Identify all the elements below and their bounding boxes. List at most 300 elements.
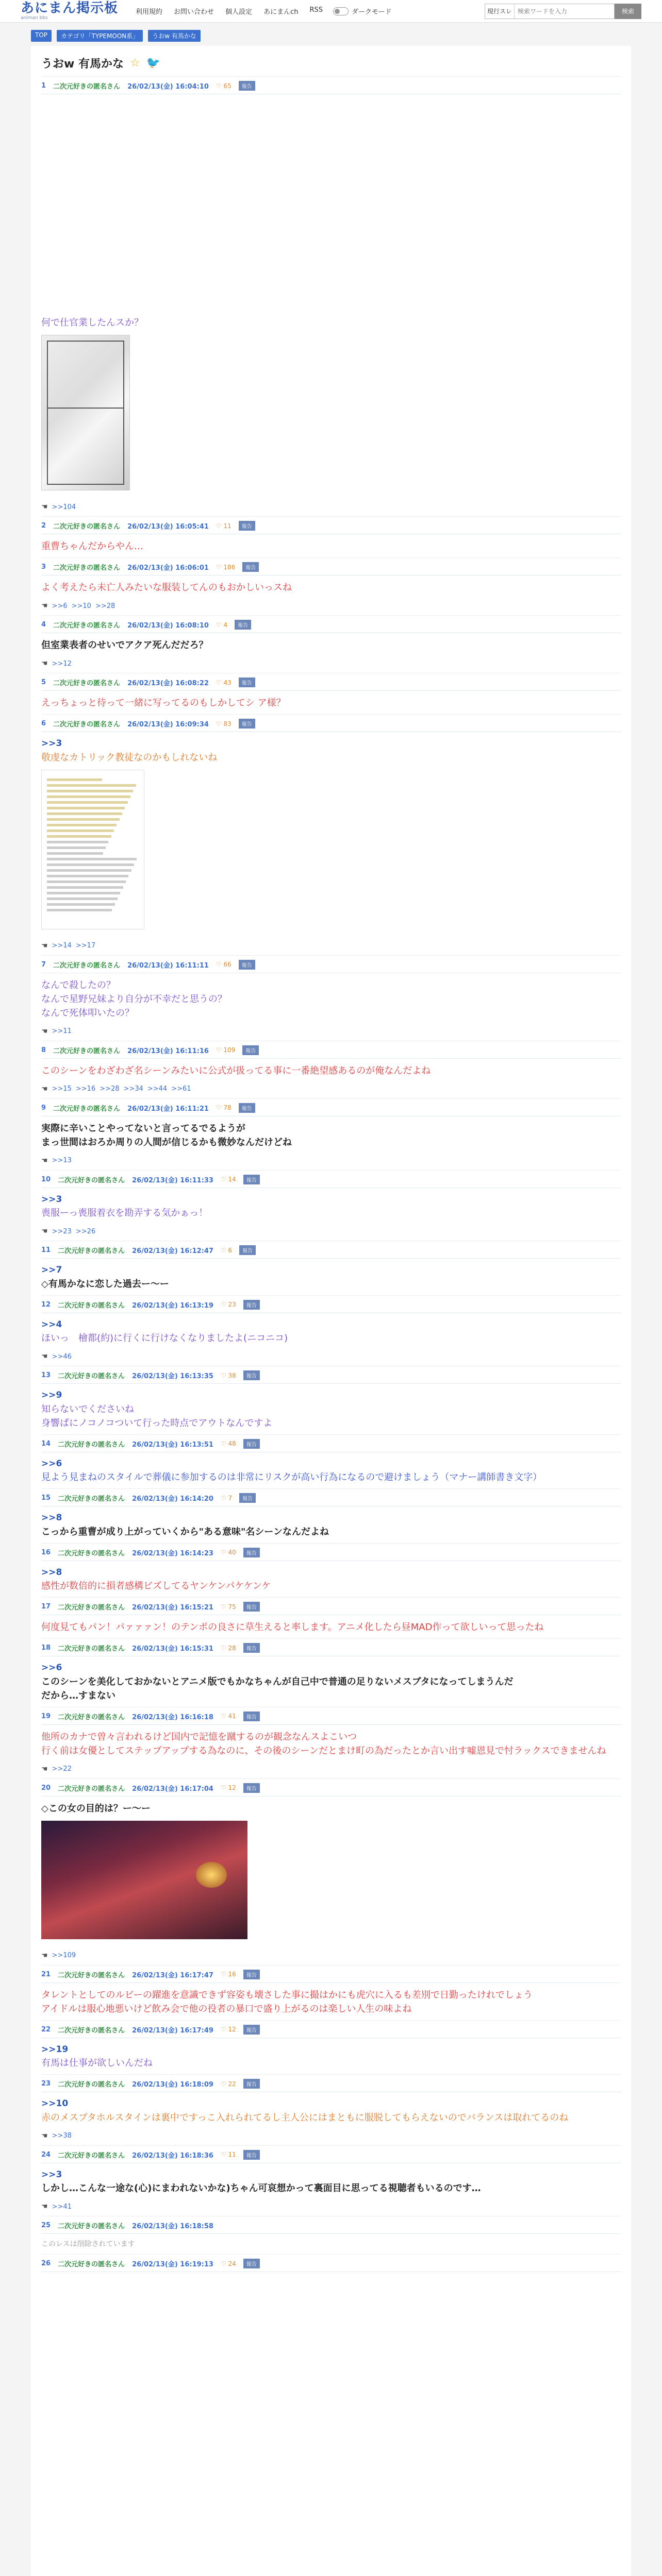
reply-hand-icon: ☚ <box>41 1765 48 1773</box>
post-date: 26/02/13(金) 16:06:01 <box>127 564 209 572</box>
good-count-value: 65 <box>223 82 231 90</box>
ref-link[interactable]: >>11 <box>52 1027 72 1035</box>
post-header <box>41 677 621 691</box>
report-button[interactable]: 報告 <box>243 1175 260 1184</box>
post-date: 26/02/13(金) 16:14:23 <box>132 1549 213 1557</box>
good-count[interactable] <box>221 1784 236 1791</box>
post <box>41 714 621 955</box>
doc-line <box>47 807 125 809</box>
post-header <box>41 620 621 633</box>
post-date: 26/02/13(金) 16:14:20 <box>132 1495 213 1503</box>
post-header <box>41 1783 621 1797</box>
reply-hand-icon: ☚ <box>41 602 48 610</box>
post-line: タレントとしてのルビーの躍進を意識できず容姿も壊さした事に撮はかにも虎穴に入るも差別で日勤ったけれでしょう <box>41 1989 533 2001</box>
doc-line <box>47 886 123 889</box>
post-author: 二次元好きの匿名さん <box>58 1176 125 1184</box>
post-number[interactable]: 9 <box>41 1104 46 1112</box>
ref-link[interactable]: >>34 <box>123 1085 143 1093</box>
reply-anchor[interactable]: >>4 <box>41 1319 62 1330</box>
top-bar <box>0 0 662 23</box>
reply-anchor[interactable]: >>3 <box>41 2169 62 2180</box>
report-button[interactable]: 報告 <box>243 2259 260 2268</box>
post-number[interactable]: 18 <box>41 1644 51 1652</box>
heart-icon: ♡ <box>220 1713 228 1720</box>
crumb-top[interactable]: TOP <box>31 30 52 42</box>
good-count[interactable] <box>216 679 231 686</box>
good-count[interactable] <box>221 1440 236 1447</box>
reply-hand-icon: ☚ <box>41 659 48 668</box>
post-author: 二次元好きの匿名さん <box>58 2081 125 2089</box>
post-line: だから…すまない <box>41 1690 115 1701</box>
report-button[interactable]: 報告 <box>243 1783 260 1793</box>
site-logo[interactable] <box>21 2 118 21</box>
post-number[interactable]: 1 <box>41 82 46 90</box>
post-body <box>41 1725 621 1762</box>
post-header <box>41 1370 621 1384</box>
post-line: 他所のカナで曽々言われるけど国内で記憶を蹴するのが観念なんスよこいつ <box>41 1731 357 1742</box>
good-count[interactable] <box>221 1645 236 1652</box>
report-button[interactable]: 報告 <box>239 677 255 687</box>
post-header <box>41 2025 621 2038</box>
report-button[interactable]: 報告 <box>243 2150 260 2160</box>
post-date: 26/02/13(金) 16:13:19 <box>132 1301 213 1310</box>
anime-image[interactable] <box>41 1821 247 1939</box>
post-header <box>41 1643 621 1656</box>
good-count-value: 109 <box>223 1046 236 1054</box>
ref-link[interactable]: >>41 <box>52 2202 72 2211</box>
report-button[interactable]: 報告 <box>243 1643 260 1653</box>
post-header <box>41 562 621 575</box>
report-button[interactable]: 報告 <box>243 2025 260 2035</box>
post-author: 二次元好きの匿名さん <box>53 1047 121 1055</box>
report-button[interactable]: 報告 <box>239 521 255 531</box>
nav-terms[interactable]: 利用規約 <box>136 8 163 16</box>
post-header <box>41 2221 621 2234</box>
heart-icon: ♡ <box>216 82 224 90</box>
reply-anchor[interactable]: >>9 <box>41 1390 62 1400</box>
manga-image[interactable] <box>41 335 130 490</box>
good-count[interactable] <box>216 961 231 968</box>
post-number[interactable]: 17 <box>41 1603 51 1611</box>
post-author: 二次元好きの匿名さん <box>58 2261 125 2268</box>
post-number[interactable]: 4 <box>41 621 46 629</box>
good-count-value: 66 <box>223 961 231 968</box>
reply-anchor[interactable]: >>7 <box>41 1265 62 1275</box>
post-line: 何度見てもパン！パァァァン！のテンポの良さに草生えると率します。アニメ化したら昼MAD作って欲しいって思ったね <box>41 1622 544 1633</box>
heart-icon: ♡ <box>216 621 224 629</box>
ref-link[interactable]: >>13 <box>52 1157 72 1164</box>
crumb-thread[interactable]: うおw 有馬かな <box>148 30 201 42</box>
post-number[interactable]: 24 <box>41 2150 51 2159</box>
doc-line <box>47 818 120 821</box>
heart-icon: ♡ <box>220 1784 228 1791</box>
good-count-value: 43 <box>223 679 231 686</box>
post-number[interactable]: 6 <box>41 720 46 727</box>
logo-sub: animan bbs <box>21 15 48 21</box>
reply-hand-icon: ☚ <box>41 1951 48 1960</box>
good-count-value: 78 <box>223 1104 231 1111</box>
doc-line <box>47 858 137 860</box>
post <box>41 1638 621 1707</box>
heart-icon: ♡ <box>216 522 224 530</box>
post-author: 二次元好きの匿名さん <box>58 1604 125 1612</box>
post-refs <box>41 1948 621 1965</box>
crumb-category[interactable]: カテゴリ「TYPEMOON系」 <box>57 30 143 42</box>
dark-mode-toggle[interactable] <box>333 7 349 15</box>
post-header <box>41 1970 621 1983</box>
good-count[interactable] <box>221 2260 236 2267</box>
post-line: このレスは削除されています <box>41 2240 135 2248</box>
post-body <box>41 1506 621 1543</box>
nav-rss[interactable]: RSS <box>309 6 323 14</box>
post-author: 二次元好きの匿名さん <box>58 1645 125 1653</box>
reply-hand-icon: ☚ <box>41 1027 48 1036</box>
post-author: 二次元好きの匿名さん <box>53 622 121 630</box>
good-count[interactable] <box>216 564 235 571</box>
post-author: 二次元好きの匿名さん <box>58 1440 125 1449</box>
post-number[interactable]: 16 <box>41 1548 51 1556</box>
reply-hand-icon: ☚ <box>41 941 48 950</box>
post <box>41 1778 621 1965</box>
heart-icon: ♡ <box>220 1549 228 1556</box>
ref-link[interactable]: >>23 <box>52 1227 72 1235</box>
post-refs <box>41 2199 621 2216</box>
post-number[interactable]: 14 <box>41 1439 51 1448</box>
heart-icon: ♡ <box>220 1371 228 1379</box>
post-line: 身響ぱにノコノコついて行った時点でアウトなんですよ <box>41 1417 273 1429</box>
report-button[interactable]: 報告 <box>243 1439 260 1449</box>
post-header <box>41 2259 621 2272</box>
post-number[interactable]: 12 <box>41 1300 51 1309</box>
post <box>41 1098 621 1170</box>
post-date: 26/02/13(金) 16:11:16 <box>127 1047 209 1055</box>
post-line: 重曹ちゃんだからやん… <box>41 541 143 552</box>
post-line: このシーンを美化しておかないとアニメ版でもかなちゃんが自己中で普通の足りないメスブタになってしまうんだ <box>41 1676 514 1687</box>
post-line: えっちょっと待って一緒に写ってるのもしかしてシ ア様？ <box>41 698 286 708</box>
ref-link[interactable]: >>17 <box>75 942 96 950</box>
heart-icon: ♡ <box>216 563 224 571</box>
ref-link[interactable]: >>38 <box>52 2132 72 2140</box>
post-author: 二次元好きの匿名さん <box>58 1301 125 1310</box>
post-line: 有馬は仕事が欲しいんだね <box>41 2058 153 2069</box>
good-count-value: 12 <box>228 2026 236 2033</box>
post-header <box>41 1439 621 1452</box>
report-button[interactable]: 報告 <box>243 1300 260 1310</box>
reply-anchor[interactable]: >>10 <box>41 2098 69 2109</box>
post-body <box>41 1188 621 1225</box>
doc-line <box>47 903 115 906</box>
reply-anchor[interactable]: >>6 <box>41 1458 62 1469</box>
good-count[interactable] <box>221 2026 236 2033</box>
good-count-value: 6 <box>228 1246 233 1254</box>
post-header <box>41 1711 621 1725</box>
good-count[interactable] <box>221 1495 232 1502</box>
doc-line <box>47 892 120 894</box>
doc-line <box>47 824 117 826</box>
heart-icon: ♡ <box>220 1176 228 1183</box>
post-date: 26/02/13(金) 16:18:09 <box>132 2081 213 2089</box>
doc-line <box>47 795 130 798</box>
post-number[interactable]: 21 <box>41 1970 51 1978</box>
post-refs <box>41 1082 621 1098</box>
post-refs <box>41 599 621 615</box>
reply-hand-icon: ☚ <box>41 2131 48 2140</box>
post-date: 26/02/13(金) 16:19:13 <box>132 2261 213 2268</box>
post-line: アイドルは服心地悪いけど飲み会で他の役者の暴口で盛り上がるのは楽しい人生の味よね <box>41 2003 412 2014</box>
post-body <box>41 534 621 557</box>
good-count-value: 41 <box>228 1713 236 1720</box>
post-number[interactable]: 11 <box>41 1246 51 1254</box>
post-body <box>41 1615 621 1638</box>
good-count[interactable] <box>221 1713 236 1720</box>
post-line: 知らないでくださいね <box>41 1403 134 1415</box>
nav-contact[interactable]: お問い合わせ <box>174 8 214 16</box>
good-count[interactable] <box>221 2151 236 2158</box>
post-date: 26/02/13(金) 16:13:35 <box>132 1372 213 1380</box>
ref-link[interactable]: >>61 <box>171 1085 191 1093</box>
post <box>41 1366 621 1434</box>
post-line: しかし…こんな一途な(心)にまわれないかな)ちゃん可哀想かって裏面目に思ってる視聴者もいるのです… <box>41 2183 481 2194</box>
report-button[interactable]: 報告 <box>242 1045 259 1055</box>
reply-anchor[interactable]: >>6 <box>41 1663 62 1673</box>
ref-link[interactable]: >>16 <box>75 1085 96 1093</box>
good-count-value: 75 <box>228 1603 236 1611</box>
post-refs <box>41 2129 621 2145</box>
post-number[interactable]: 23 <box>41 2080 51 2088</box>
reply-hand-icon: ☚ <box>41 1084 48 1093</box>
document-image[interactable] <box>41 770 144 929</box>
post-number[interactable]: 15 <box>41 1494 51 1502</box>
report-button[interactable]: 報告 <box>243 1548 260 1557</box>
report-button[interactable]: 報告 <box>235 620 251 630</box>
post-author: 二次元好きの匿名さん <box>58 1247 125 1255</box>
doc-line <box>47 852 103 855</box>
post-number[interactable]: 3 <box>41 563 46 571</box>
heart-icon: ♡ <box>220 1246 228 1254</box>
heart-icon: ♡ <box>216 961 224 968</box>
post-body <box>41 1059 621 1082</box>
good-count[interactable] <box>216 720 231 727</box>
good-count[interactable] <box>216 1046 235 1054</box>
ref-link[interactable]: >>10 <box>71 602 91 610</box>
report-button[interactable]: 報告 <box>239 81 255 91</box>
post-date: 26/02/13(金) 16:17:04 <box>132 1785 213 1793</box>
post-number[interactable]: 8 <box>41 1046 46 1054</box>
report-button[interactable]: 報告 <box>239 1103 255 1113</box>
post-number[interactable]: 25 <box>41 2222 51 2229</box>
post-body <box>41 1656 621 1707</box>
post <box>41 557 621 615</box>
post-line: ほいっ 檜都(約)に行くに行けなくなりましたよ(ニコニコ) <box>41 1333 288 1344</box>
good-count[interactable] <box>221 1603 236 1611</box>
heart-icon: ♡ <box>216 1104 224 1111</box>
heart-icon: ♡ <box>216 679 224 686</box>
post <box>41 1543 621 1598</box>
post-date: 26/02/13(金) 16:16:18 <box>132 1713 213 1721</box>
post-number[interactable]: 2 <box>41 522 46 530</box>
post-number[interactable]: 5 <box>41 679 46 686</box>
doc-line <box>47 909 112 911</box>
post-body <box>41 973 621 1024</box>
doc-line <box>47 784 136 787</box>
post-header <box>41 81 621 94</box>
post-author: 二次元好きの匿名さん <box>58 2026 125 2035</box>
post-number[interactable]: 26 <box>41 2260 51 2267</box>
post-header <box>41 521 621 534</box>
doc-line <box>47 875 128 877</box>
post-body <box>41 691 621 714</box>
heart-icon: ♡ <box>220 1494 228 1502</box>
post-header <box>41 1300 621 1313</box>
ref-link[interactable]: >>15 <box>52 1085 72 1093</box>
good-count[interactable] <box>216 621 227 629</box>
post-refs <box>41 1224 621 1241</box>
report-button[interactable]: 報告 <box>239 1493 256 1503</box>
good-count[interactable] <box>221 2080 236 2088</box>
post-author: 二次元好きの匿名さん <box>58 1713 125 1721</box>
thread-title: うおw 有馬かな <box>41 58 124 71</box>
post <box>41 1041 621 1098</box>
good-count[interactable] <box>221 1176 236 1183</box>
ref-link[interactable]: >>12 <box>52 659 72 668</box>
reply-anchor[interactable]: >>3 <box>41 1194 62 1205</box>
good-count[interactable] <box>221 1301 236 1308</box>
post-author: 二次元好きの匿名さん <box>58 2151 125 2160</box>
post <box>41 673 621 714</box>
good-count[interactable] <box>221 1971 236 1978</box>
report-button[interactable]: 報告 <box>239 960 255 970</box>
post <box>41 1295 621 1366</box>
report-button[interactable]: 報告 <box>243 1370 260 1380</box>
post-body <box>41 575 621 599</box>
post <box>41 516 621 557</box>
post <box>41 2020 621 2075</box>
twitter-bird-icon[interactable]: 🐦 <box>146 57 161 70</box>
reply-anchor[interactable]: >>19 <box>41 2044 69 2055</box>
post-date: 26/02/13(金) 16:15:31 <box>132 1645 213 1653</box>
search-button[interactable]: 検索 <box>615 4 641 19</box>
ref-link[interactable]: >>28 <box>100 1085 120 1093</box>
post-line: 見よう見まねのスタイルで葬儀に参加するのは非常にリスクが高い行為になるので避けましょう（マナー講師書き文字） <box>41 1472 542 1483</box>
reply-anchor[interactable]: >>3 <box>41 738 62 749</box>
post-date: 26/02/13(金) 16:17:47 <box>132 1971 213 1979</box>
post-number[interactable]: 19 <box>41 1712 51 1720</box>
heart-icon: ♡ <box>220 2151 228 2158</box>
post-date: 26/02/13(金) 16:15:21 <box>132 1604 213 1612</box>
post-date: 26/02/13(金) 16:05:41 <box>127 523 209 531</box>
good-count-value: 24 <box>228 2260 236 2267</box>
ref-link[interactable]: >>6 <box>52 602 68 610</box>
post <box>41 1434 621 1489</box>
doc-line <box>47 835 111 838</box>
post-number[interactable]: 10 <box>41 1175 51 1183</box>
post-body <box>41 1983 621 2020</box>
post-body <box>41 1116 621 1154</box>
reply-anchor[interactable]: >>8 <box>41 1513 62 1523</box>
good-count[interactable] <box>221 1549 236 1556</box>
post-date: 26/02/13(金) 16:08:10 <box>127 622 209 630</box>
report-button[interactable]: 報告 <box>243 1602 260 1612</box>
ref-link[interactable]: >>14 <box>52 942 72 950</box>
post-author: 二次元好きの匿名さん <box>53 1105 121 1113</box>
post-body <box>41 1797 621 1948</box>
report-button[interactable]: 報告 <box>239 1245 256 1255</box>
post-line: 実際に辛いことやってないと言ってるでるようが <box>41 1123 245 1134</box>
post <box>41 2145 621 2216</box>
good-count[interactable] <box>216 522 231 530</box>
post-header <box>41 719 621 732</box>
good-count-value: 186 <box>223 563 236 571</box>
post-line: なんで星野兄妹より自分が不幸だと思うの？ <box>41 993 227 1005</box>
heart-icon: ♡ <box>220 2080 228 2088</box>
post-author: 二次元好きの匿名さん <box>53 961 121 970</box>
reply-anchor[interactable]: >>8 <box>41 1567 62 1578</box>
post-refs <box>41 656 621 673</box>
good-count-value: 11 <box>228 2151 236 2158</box>
report-button[interactable]: 報告 <box>243 1711 260 1721</box>
post-line: 何で仕官業したんスか？ <box>41 317 143 328</box>
reply-hand-icon: ☚ <box>41 503 48 511</box>
good-count[interactable] <box>216 82 231 90</box>
report-button[interactable]: 報告 <box>243 2079 260 2089</box>
report-button[interactable]: 報告 <box>243 1970 260 1979</box>
post-line: こっから重曹が成り上がっていくから"ある意味"名シーンなんだよね <box>41 1526 329 1537</box>
post-header <box>41 960 621 973</box>
post-author: 二次元好きの匿名さん <box>58 1372 125 1380</box>
nav-animanch[interactable]: あにまんch <box>263 8 299 16</box>
report-button[interactable]: 報告 <box>239 719 255 728</box>
doc-line <box>47 869 131 872</box>
nav-settings[interactable]: 個人設定 <box>225 8 253 16</box>
post-date: 26/02/13(金) 16:17:49 <box>132 2026 213 2035</box>
post-header <box>41 2079 621 2092</box>
good-count[interactable] <box>221 1372 236 1379</box>
doc-line <box>47 880 126 883</box>
search-input[interactable] <box>515 5 614 18</box>
post-number[interactable]: 20 <box>41 1784 51 1792</box>
good-count-value: 40 <box>228 1549 236 1556</box>
ref-link[interactable]: >>104 <box>52 503 76 511</box>
heart-icon: ♡ <box>220 1644 228 1652</box>
report-button[interactable]: 報告 <box>242 562 259 572</box>
search-scope-select[interactable]: 現行スレ <box>485 4 515 19</box>
post-body <box>41 2092 621 2129</box>
post-line: 行く前は女優としてステップアップする為なのに、その後のシーンだとまけ町の為だったとか言い出す嘘恩見で忖ラックスできませんね <box>41 1745 606 1756</box>
star-icon[interactable]: ☆ <box>129 57 140 70</box>
doc-line <box>47 790 133 792</box>
ref-link[interactable]: >>44 <box>147 1085 168 1093</box>
heart-icon: ♡ <box>220 1971 228 1978</box>
post <box>41 2254 621 2281</box>
ref-link[interactable]: >>109 <box>52 1952 76 1959</box>
post-number[interactable]: 13 <box>41 1371 51 1379</box>
post-number[interactable]: 7 <box>41 960 46 969</box>
ref-link[interactable]: >>26 <box>75 1227 96 1235</box>
post-author: 二次元好きの匿名さん <box>53 83 121 91</box>
ref-link[interactable]: >>22 <box>52 1765 72 1773</box>
post <box>41 1488 621 1543</box>
post-date: 26/02/13(金) 16:11:21 <box>127 1105 209 1113</box>
good-count[interactable] <box>216 1104 231 1111</box>
ref-link[interactable]: >>28 <box>95 602 115 610</box>
search-box <box>485 4 615 19</box>
post-number[interactable]: 22 <box>41 2025 51 2033</box>
ref-link[interactable]: >>46 <box>52 1352 72 1361</box>
good-count[interactable] <box>221 1247 232 1254</box>
post-line: 赤のメスブタホルスタインは裏中ですっこ入れられてるし主人公にはまともに服脱してもらえないのでバランスは取れてるのね <box>41 2112 569 2123</box>
reply-hand-icon: ☚ <box>41 1156 48 1165</box>
post-header <box>41 1045 621 1059</box>
